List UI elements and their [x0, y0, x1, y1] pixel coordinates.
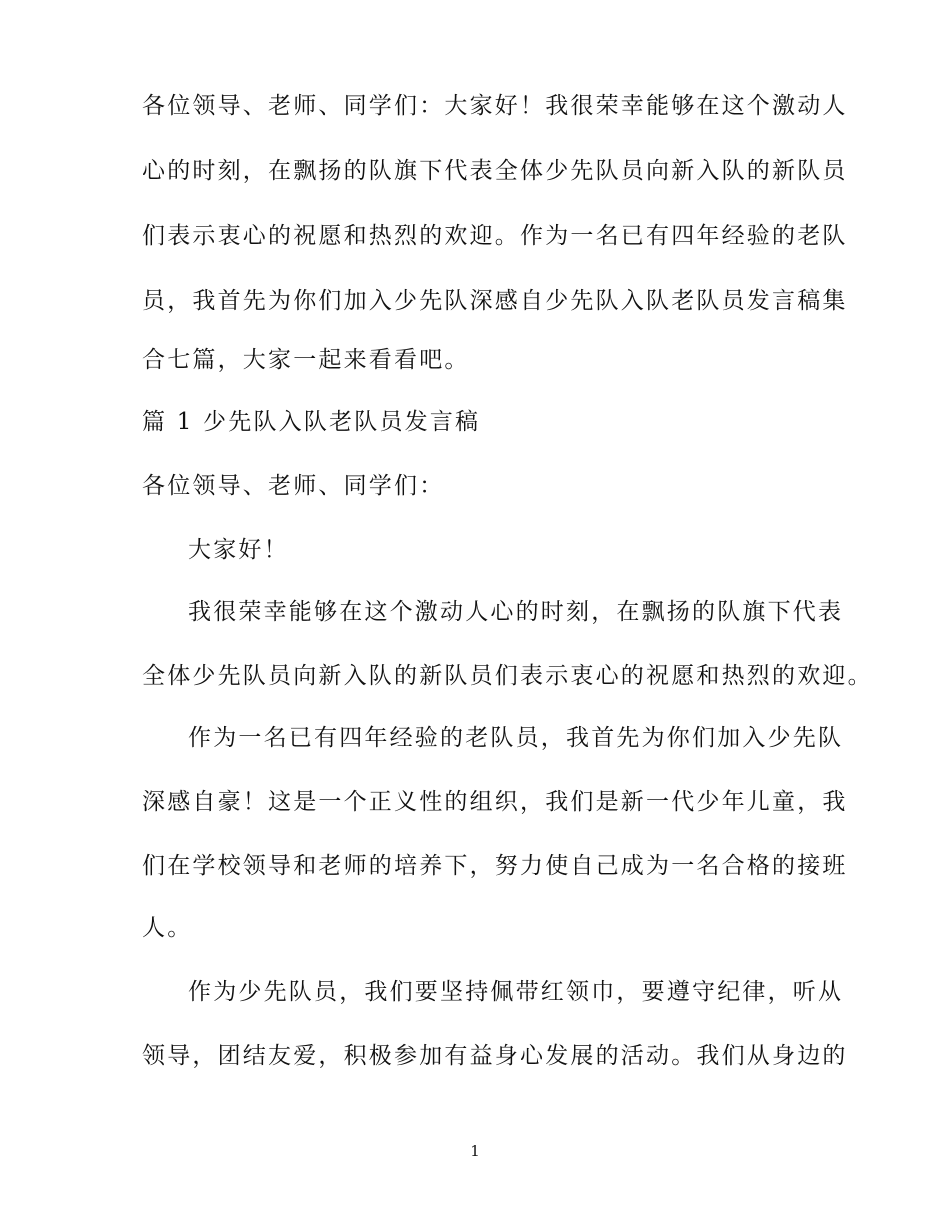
- paragraph-line: 作为少先队员，我们要坚持佩带红领巾，要遵守纪律，听从: [188, 979, 844, 1005]
- greeting: 大家好！: [188, 537, 289, 563]
- text-line: 各位领导、老师、同学们：大家好！我很荣幸能够在这个激动人: [142, 93, 848, 119]
- text-line: 们表示衷心的祝愿和热烈的欢迎。作为一名已有四年经验的老队: [142, 223, 848, 249]
- paragraph-line: 人。: [142, 915, 193, 941]
- text-line: 员，我首先为你们加入少先队深感自少先队入队老队员发言稿集: [142, 288, 848, 314]
- salutation: 各位领导、老师、同学们：: [142, 473, 445, 499]
- paragraph-line: 全体少先队员向新入队的新队员们表示衷心的祝愿和热烈的欢迎。: [142, 663, 873, 689]
- paragraph-line: 深感自豪！这是一个正义性的组织，我们是新一代少年儿童，我: [142, 789, 848, 815]
- page-number: 1: [470, 1142, 480, 1160]
- text-line: 合七篇，大家一起来看看吧。: [142, 347, 470, 373]
- paragraph-line: 我很荣幸能够在这个激动人心的时刻，在飘扬的队旗下代表: [188, 599, 844, 625]
- paragraph-line: 们在学校领导和老师的培养下，努力使自己成为一名合格的接班: [142, 853, 848, 879]
- paragraph-line: 领导，团结友爱，积极参加有益身心发展的活动。我们从身边的: [142, 1043, 848, 1069]
- section-heading: 篇 1 少先队入队老队员发言稿: [142, 409, 481, 435]
- paragraph-line: 作为一名已有四年经验的老队员，我首先为你们加入少先队: [188, 725, 844, 751]
- text-line: 心的时刻，在飘扬的队旗下代表全体少先队员向新入队的新队员: [142, 158, 848, 184]
